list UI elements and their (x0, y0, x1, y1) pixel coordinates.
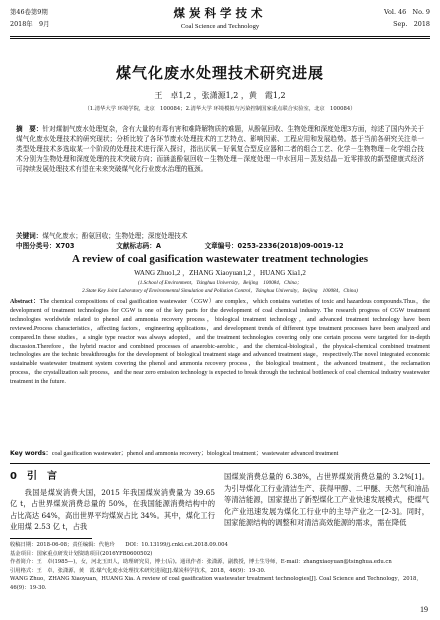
abstract-en-label: Abstract： (10, 299, 40, 305)
body-paragraph-left: 我国是煤炭消费大国，2015 年我国煤炭消费量为 39.65 亿 t，占世界煤炭消费总量的 50%，在我国能源消费结构中的占比高达 64%，高出世界平均煤炭占比 34%。其中，煤化工行业用煤 2.53 亿 t，占我 (10, 487, 215, 532)
keywords-cn-label: 关键词： (16, 232, 43, 240)
abstract-cn-text: 针对煤制气废水处理复杂，含有大量的有毒有害和难降解物质的难题，从酚氨回收、生物处理和深度处理3方面，综述了国内外关于煤气化废水处理技术的研究现状；分析比较了各环节废水处理技术的工艺特点、影响因素、工程应用和发展趋势。基于当前各研究关注单一类型处理技术多选取某一个阶段的处理技术进行深入探讨，指出厌氧－好氧复合型反应器和二者的组合工艺、化学－生物物理－化学组合技术分别为生物处理和深度处理的技术突破方向；而涵盖酚氨回收－生物处理－深度处理－中水回用－蒸发结晶－近零排放的新型健康式经济可持续发展处理技术有望在未来突破煤气化行业废水治理的瓶颈。 (16, 125, 424, 173)
keywords-en-text: coal gasification wastewater；phenol and ammonia recovery；biological treatment；wastewater advanced treatment (51, 451, 339, 457)
keywords-cn-text: 煤气化废水；酚氨回收；生物处理；深度处理技术 (42, 232, 188, 240)
footnote-citation-en: WANG Zhuo，ZHANG Xiaoyuan，HUANG Xia. A review of coal gasification wastewater treatment technologies[J]. Coal Science and Technology，2018，46(9)：19-30. (10, 576, 422, 591)
authors-en: WANG Zhuo1,2 ，ZHANG Xiaoyuan1,2 ，HUANG Xia1,2 (134, 269, 306, 277)
affiliation-en-2: 2.State Key Joint Laboratory of Environmental Simulation and Pollution Control，Tsinghua University，Beijing 100084，China) (82, 288, 358, 294)
volume-issue-en: Vol. 46 No. 9 (384, 8, 430, 16)
article-number: 文章编号：0253-2336(2018)09-0019-12 (204, 242, 344, 250)
abstract-cn (16, 124, 424, 174)
article-title-cn: 煤气化废水处理技术研究进展 (115, 64, 324, 82)
header-center (10, 5, 430, 30)
footnote-citation-cn: 引用格式：王 卓，张潇源，黄 霞.煤气化废水处理技术研究进展[J].煤炭科学技术，2018，46(9)：19-30. (10, 567, 266, 574)
footnotes (10, 541, 430, 593)
body-paragraph-right: 国煤炭消费总量的 6.38%，占世界煤炭消费总量的 3.2%[1]。为引导煤化工行业清洁生产、获得甲醇、二甲醚、天然气和油品等清洁能源，国家提出了新型煤化工产业快速发展模式，使煤气化产业迅速发展为煤化工行业中的主导产业之一[2-3]。同时，国家能源结构的调整和对清洁高效能源的需求，需在降低 (224, 472, 429, 528)
article-title-en: A review of coal gasification wastewater treatment technologies (71, 253, 368, 265)
authors-cn: 王 卓1,2 ，张潇源1,2 ，黄 霞1,2 (154, 91, 286, 100)
date-cn: 2018年 9月 (10, 20, 50, 28)
date-en: Sep. 2018 (393, 20, 430, 28)
section-divider (10, 463, 430, 464)
abstract-en (10, 298, 430, 387)
keywords-en (10, 450, 430, 459)
footnote-funding: 基金项目：国家重点研发计划资助项目(2016YFB0600502) (10, 550, 153, 557)
body-column-right (224, 471, 429, 529)
page-number: 19 (420, 605, 428, 614)
affiliations-en (20, 279, 420, 295)
body-column-left (10, 471, 215, 533)
header-rule-thin (10, 38, 430, 39)
journal-name-en: Coal Science and Technology (180, 23, 260, 30)
affiliation-en-1: (1.School of Environment，Tsinghua University，Beijing 100084，China； (138, 280, 302, 286)
abstract-cn-label: 摘 要： (16, 125, 43, 133)
running-header (10, 4, 430, 38)
footnote-rule (10, 538, 92, 539)
abstract-en-text: The chemical compositions of coal gasification wastewater（CGW）are complex，which contains varieties of toxic and hazardous compounds.Thus，the development of treatment technologies for CGW is one of the key parts for the development of coal chemical industry. The research progress of CGW treatment technologies worldwide related to phenol and ammonia recovery process，biological treatment technology，and advanced treatment technology have been reviewed.Process characteristics，affecting factors，engineering applications，and development trends of different type treatment processes have been analyzed and compared.In these studies，a single type reactor was always adopted，and the treatment technologies covering only one certain process were targeted for in-depth discussion.Therefore，the hybrid reactor and combined processes of anaerobic-aerobic，and the chemical-biological，the physical-chemical combined treatment technologies are the technic breakthroughs for the development of biological treatment stage and advanced treatment stage，respectively.The novel integrated economic sustainable wastewater treatment system covering the phenol and ammonia recovery process，the biological treatment，the advanced treatment，the reclamation process，the crystallization salt process，and the near zero emission technology is expected to break through the technical bottleneck of coal chemical industry wastewater treatment in the future. (10, 299, 430, 386)
document-code: 文献标志码：A (116, 242, 161, 250)
keywords-en-label: Key words： (10, 450, 52, 457)
footnote-author-bio: 作者简介：王 卓(1985—)，女，河北玉田人，助理研究员，博士(后)。通讯作者：张潇源，副教授，博士生导师，E-mail：zhangxiaoyuan@tsinghua.edu.cn (10, 559, 392, 566)
class-number: 中图分类号：X703 (16, 242, 75, 250)
journal-name-cn: 煤炭科学技术 (173, 6, 267, 20)
affiliations-cn: （1.清华大学 环境学院，北京 100084；2.清华大学 环境模拟与污染控制国家重点联合实验室，北京 100084） (84, 106, 356, 112)
footnote-received: 收稿日期：2018-06-08；责任编辑：代艳玲 DOI：10.13199/j.cnki.cst.2018.09.004 (10, 542, 228, 548)
keywords-cn (16, 231, 424, 241)
section-heading: 0 引 言 (10, 471, 57, 482)
header-rule (10, 36, 430, 37)
classification-row (16, 241, 424, 251)
volume-issue-cn: 第46卷第9期 (10, 8, 48, 16)
header-right (384, 6, 430, 30)
